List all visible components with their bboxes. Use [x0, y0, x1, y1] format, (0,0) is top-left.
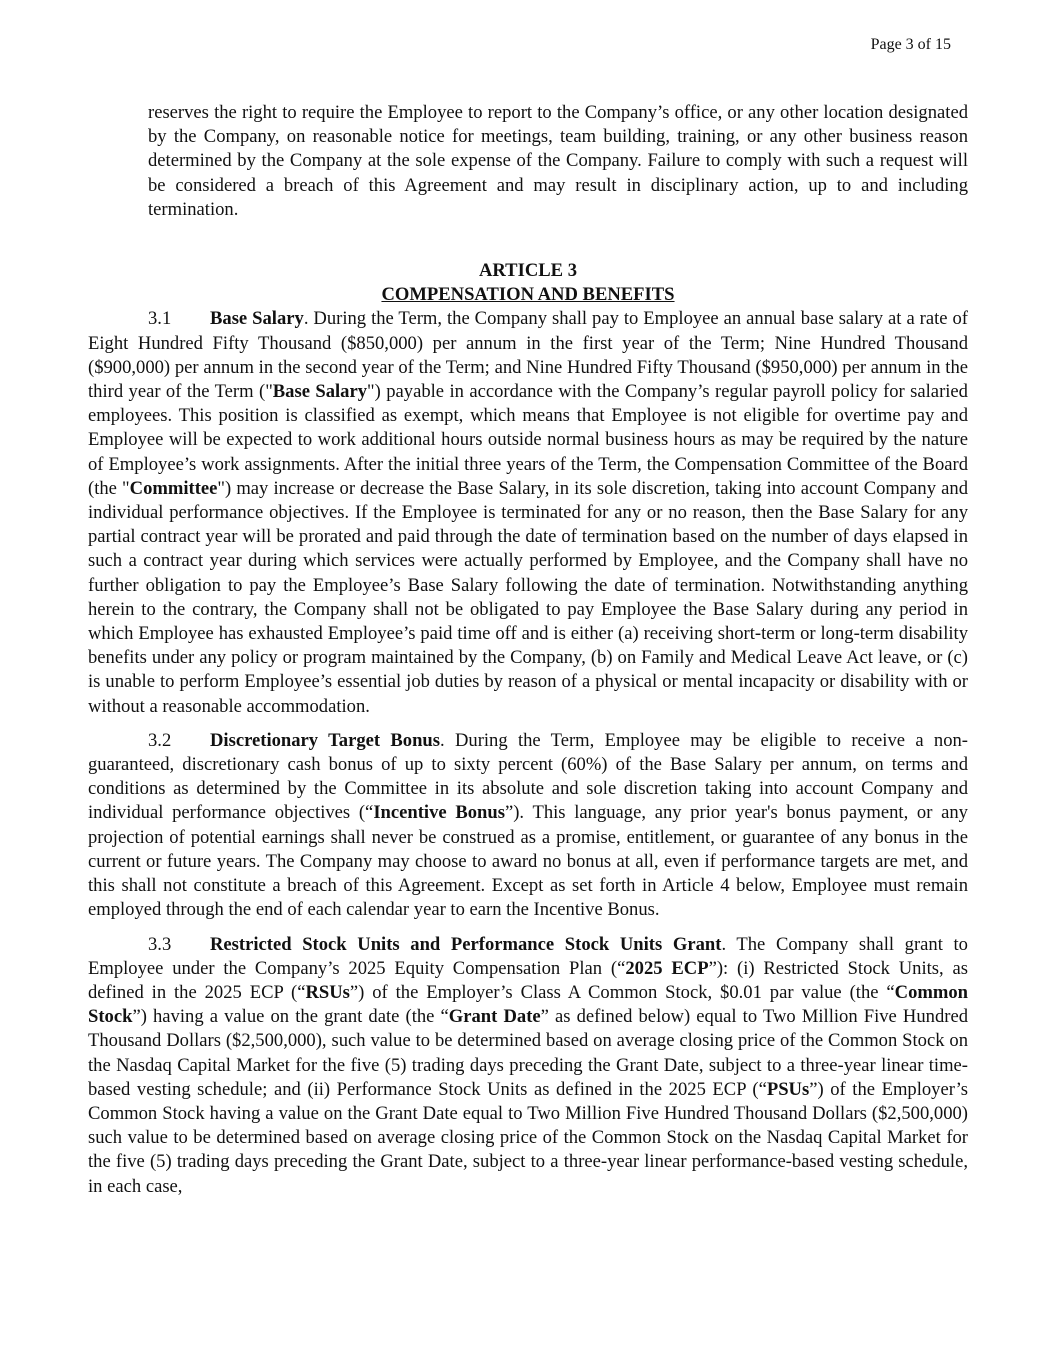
- section-3-3: 3.3 Restricted Stock Units and Performance Stock Units Grant. The Company shall grant to Employee under the Company’s 2025 Equity Compensation Plan (“2025 ECP”): (i) Restricted Stock Units, as defined in the 2025 ECP (“RSUs”) of the Employer’s Class A Common Stock, $0.01 par value (the “Common Stock”) having a value on the grant date (the “Grant Date” as defined below) equal to Two Million Five Hundred Thousand Dollars ($2,500,000), such value to be determined based on average closing price of the Common Stock on the Nasdaq Capital Market for the five (5) trading days preceding the Grant Date, subject to a three-year linear time-based vesting schedule; and (ii) Performance Stock Units as defined in the 2025 ECP (“PSUs”) of the Employer’s Common Stock having a value on the Grant Date equal to Two Million Five Hundred Thousand Dollars ($2,500,000) such value to be determined based on average closing price of the Common Stock on the Nasdaq Capital Market for the five (5) trading days preceding the Grant Date, subject to a three-year linear performance-based vesting schedule, in each case,: [88, 933, 968, 1197]
- article-number: ARTICLE 3: [478, 260, 578, 282]
- defined-term: Committee: [129, 477, 218, 499]
- section-heading: Base Salary: [210, 308, 304, 330]
- section-3-2: 3.2 Discretionary Target Bonus. During the Term, Employee may be eligible to receive a non-guaranteed, discretionary cash bonus of up to sixty percent (60%) of the Base Salary per annum, on terms and conditions as determined by the Committee in its absolute and sole discretion taking into account Company and individual performance objectives (“Incentive Bonus”). This language, any prior year's bonus payment, or any projection of potential earnings shall never be construed as a promise, entitlement, or guarantee of any bonus in the current or future years. The Company may choose to award no bonus at all, even if performance targets are met, and this shall not constitute a breach of this Agreement. Except as set forth in Article 4 below, Employee must remain employed through the end of each calendar year to earn the Incentive Bonus.: [88, 729, 968, 921]
- document-body: [88, 101, 968, 1199]
- defined-term: Base Salary: [272, 381, 368, 403]
- defined-term: Common Stock: [88, 981, 968, 1028]
- intro-paragraph: reserves the right to require the Employee to report to the Company’s office, or any other location designated by the Company, on reasonable notice for meetings, team building, training, or any other business reason determined by the Company at the sole expense of the Company. Failure to comply with such a request will be considered a breach of this Agreement and may result in disciplinary action, up to and including termination.: [148, 102, 968, 220]
- page-number: Page 3 of 15: [870, 36, 951, 53]
- section-number: 3.1: [148, 308, 172, 330]
- section-number: 3.2: [148, 729, 172, 751]
- section-number: 3.3: [148, 933, 172, 955]
- defined-term: RSUs: [305, 981, 350, 1003]
- section-heading: Restricted Stock Units and Performance Stock Units Grant: [210, 933, 722, 955]
- section-heading: Discretionary Target Bonus: [210, 729, 440, 751]
- section-3-1: 3.1 Base Salary. During the Term, the Company shall pay to Employee an annual base salary at a rate of Eight Hundred Fifty Thousand ($850,000) per annum in the first year of the Term; Nine Hundred Thousand ($900,000) per annum in the second year of the Term; and Nine Hundred Fifty Thousand ($950,000) per annum in the third year of the Term ("Base Salary") payable in accordance with the Company’s regular payroll policy for salaried employees. This position is classified as exempt, which means that Employee is not eligible for overtime pay and Employee will be expected to work additional hours outside normal business hours as may be required by the nature of Employee’s work assignments. After the initial three years of the Term, the Compensation Committee of the Board (the "Committee") may increase or decrease the Base Salary, in its sole discretion, taking into account Company and individual performance objectives. If the Employee is terminated for any or no reason, then the Base Salary for any partial contract year will be prorated and paid through the date of termination based on the number of days elapsed in such a contract year during which services were actually performed by Employee, and the Company shall have no further obligation to pay the Employee’s Base Salary following the date of termination. Notwithstanding anything herein to the contrary, the Company shall not be obligated to pay Employee the Base Salary during any period in which Employee has exhausted Employee’s paid time off and is either (a) receiving short-term or long-term disability benefits under any policy or program maintained by the Company, (b) on Family and Medical Leave Act leave, or (c) is unable to perform Employee’s essential job duties by reason of a physical or mental incapacity or disability with or without a reasonable accommodation.: [88, 308, 968, 717]
- defined-term: Grant Date: [448, 1006, 541, 1028]
- defined-term: PSUs: [766, 1078, 810, 1100]
- defined-term: Incentive Bonus: [373, 802, 505, 824]
- article-title: COMPENSATION AND BENEFITS: [381, 284, 675, 306]
- defined-term: 2025 ECP: [625, 957, 709, 979]
- article-heading: [88, 259, 968, 307]
